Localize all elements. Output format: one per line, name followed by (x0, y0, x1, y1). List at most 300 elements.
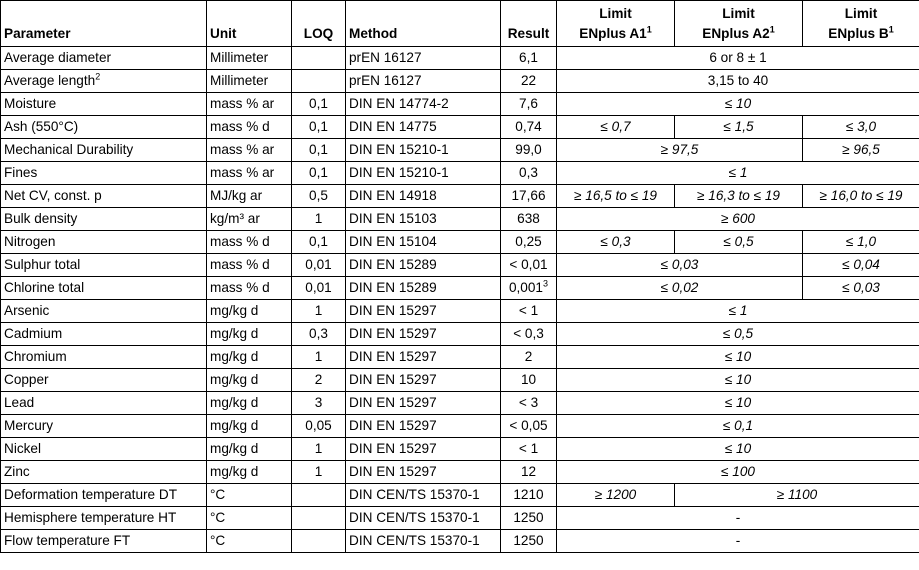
header-parameter: Parameter (1, 1, 207, 47)
header-b-footnote: 1 (888, 24, 894, 35)
cell-result-text: 0,74 (515, 119, 542, 134)
cell-limit (557, 93, 919, 116)
cell-limit-text: ≤ 0,02 (660, 280, 699, 295)
cell-result-text: 1210 (513, 487, 544, 502)
header-b-label: ENplus B (828, 26, 889, 41)
cell-parameter (1, 116, 207, 139)
cell-method-text: prEN 16127 (349, 50, 422, 65)
cell-result (501, 369, 557, 392)
cell-limit (675, 231, 803, 254)
cell-limit (803, 116, 919, 139)
cell-limit-text: ≤ 0,3 (600, 234, 631, 249)
cell-unit (207, 484, 292, 507)
cell-unit-text: mass % ar (210, 165, 275, 180)
table-body (1, 47, 919, 553)
cell-limit (803, 139, 919, 162)
cell-parameter (1, 139, 207, 162)
cell-loq (292, 461, 346, 484)
cell-method-text: DIN EN 15297 (349, 464, 437, 479)
cell-unit-text: °C (210, 533, 226, 548)
cell-unit (207, 93, 292, 116)
cell-unit-text: kg/m³ ar (210, 211, 260, 226)
cell-unit (207, 231, 292, 254)
cell-loq (292, 116, 346, 139)
cell-result-text: 0,3 (519, 165, 538, 180)
cell-unit (207, 162, 292, 185)
cell-limit (557, 231, 675, 254)
cell-method (346, 346, 501, 369)
cell-unit-text: MJ/kg ar (210, 188, 263, 203)
cell-result (501, 70, 557, 93)
cell-parameter (1, 277, 207, 300)
cell-parameter-text: Nitrogen (4, 234, 56, 249)
cell-unit (207, 369, 292, 392)
cell-method-text: DIN EN 14774-2 (349, 96, 449, 111)
header-unit: Unit (207, 1, 292, 47)
cell-result-footnote: 3 (543, 278, 549, 289)
cell-parameter-text: Zinc (4, 464, 30, 479)
table-row (1, 139, 919, 162)
table-row (1, 185, 919, 208)
cell-result (501, 208, 557, 231)
cell-method (346, 139, 501, 162)
cell-result-text: 17,66 (511, 188, 546, 203)
cell-loq-text: 0,1 (309, 96, 328, 111)
cell-parameter (1, 231, 207, 254)
cell-method (346, 484, 501, 507)
cell-loq (292, 300, 346, 323)
cell-unit-text: mass % d (210, 119, 270, 134)
cell-limit-text: ≤ 1,5 (723, 119, 754, 134)
cell-parameter (1, 47, 207, 70)
cell-limit (557, 530, 919, 553)
cell-method (346, 415, 501, 438)
cell-parameter-text: Average diameter (4, 50, 112, 65)
cell-method-text: DIN EN 14918 (349, 188, 437, 203)
cell-limit (675, 484, 919, 507)
cell-parameter-text: Net CV, const. p (4, 188, 102, 203)
cell-unit-text: mg/kg d (210, 464, 259, 479)
cell-limit (557, 254, 803, 277)
table-row (1, 231, 919, 254)
cell-unit (207, 323, 292, 346)
cell-method (346, 208, 501, 231)
cell-result-text: 0,001 (508, 280, 543, 295)
cell-loq-text: 3 (314, 395, 323, 410)
cell-result (501, 484, 557, 507)
table-row (1, 116, 919, 139)
cell-limit (557, 162, 919, 185)
header-limit-a1-word: Limit (599, 6, 632, 21)
cell-method-text: DIN EN 15210-1 (349, 165, 449, 180)
header-row (1, 1, 919, 47)
cell-unit-text: mg/kg d (210, 372, 259, 387)
cell-method-text: DIN EN 15297 (349, 349, 437, 364)
cell-method (346, 162, 501, 185)
cell-parameter (1, 208, 207, 231)
cell-limit (557, 277, 803, 300)
cell-method-text: DIN EN 15210-1 (349, 142, 449, 157)
cell-method-text: DIN CEN/TS 15370-1 (349, 533, 480, 548)
cell-limit-text: ≥ 1100 (776, 487, 818, 502)
header-a2-label: ENplus A2 (702, 26, 770, 41)
cell-result (501, 139, 557, 162)
cell-limit-text: ≥ 16,0 to ≤ 19 (819, 188, 903, 203)
cell-method (346, 47, 501, 70)
cell-unit (207, 277, 292, 300)
cell-parameter (1, 323, 207, 346)
cell-method-text: DIN EN 15289 (349, 280, 437, 295)
cell-result (501, 415, 557, 438)
cell-result-text: 1250 (513, 510, 544, 525)
cell-loq (292, 93, 346, 116)
cell-parameter-text: Flow temperature FT (4, 533, 131, 548)
cell-result-text: < 3 (518, 395, 539, 410)
cell-method (346, 254, 501, 277)
cell-loq-text: 0,01 (305, 257, 332, 272)
cell-result (501, 162, 557, 185)
cell-limit-text: ≤ 0,03 (660, 257, 699, 272)
cell-parameter (1, 254, 207, 277)
cell-method (346, 369, 501, 392)
header-method: Method (346, 1, 501, 47)
cell-loq-text: 1 (314, 211, 323, 226)
cell-unit (207, 185, 292, 208)
header-limit-b-word: Limit (844, 6, 878, 21)
cell-result-text: 1250 (513, 533, 544, 548)
cell-method (346, 70, 501, 93)
cell-method-text: DIN CEN/TS 15370-1 (349, 510, 480, 525)
header-a2-footnote: 1 (769, 24, 775, 35)
cell-loq (292, 139, 346, 162)
cell-limit (803, 231, 919, 254)
cell-limit (557, 70, 919, 93)
cell-unit-text: mg/kg d (210, 395, 259, 410)
cell-unit (207, 300, 292, 323)
cell-limit-text: ≤ 10 (724, 441, 752, 456)
cell-unit-text: mg/kg d (210, 326, 259, 341)
cell-method (346, 392, 501, 415)
cell-result (501, 461, 557, 484)
cell-loq (292, 484, 346, 507)
cell-unit-text: mg/kg d (210, 418, 259, 433)
cell-unit-text: mg/kg d (210, 303, 259, 318)
cell-method (346, 93, 501, 116)
cell-unit-text: Millimeter (210, 50, 269, 65)
cell-loq-text: 0,1 (309, 119, 328, 134)
cell-method-text: prEN 16127 (349, 73, 422, 88)
cell-result (501, 438, 557, 461)
cell-result (501, 185, 557, 208)
cell-limit-text: ≥ 16,5 to ≤ 19 (574, 188, 657, 203)
cell-method (346, 507, 501, 530)
cell-result (501, 323, 557, 346)
cell-limit (557, 323, 919, 346)
cell-parameter (1, 392, 207, 415)
cell-unit (207, 254, 292, 277)
cell-limit-text: ≤ 0,7 (600, 119, 631, 134)
cell-result (501, 47, 557, 70)
cell-limit-text: ≥ 1200 (594, 487, 637, 502)
cell-limit-text: ≥ 600 (721, 211, 755, 226)
cell-loq-text: 0,5 (309, 188, 328, 203)
cell-loq-text: 1 (314, 464, 323, 479)
cell-parameter-footnote: 2 (95, 71, 101, 82)
cell-parameter (1, 162, 207, 185)
cell-result-text: < 1 (518, 303, 539, 318)
cell-result (501, 346, 557, 369)
cell-loq (292, 47, 346, 70)
cell-limit-text: ≤ 1,0 (845, 234, 877, 249)
cell-loq (292, 185, 346, 208)
cell-result-text: 0,25 (515, 234, 542, 249)
cell-result-text: 22 (520, 73, 537, 88)
cell-result-text: 6,1 (519, 50, 538, 65)
cell-parameter-text: Bulk density (4, 211, 78, 226)
cell-limit (557, 300, 919, 323)
cell-parameter-text: Mercury (4, 418, 54, 433)
cell-limit (557, 47, 919, 70)
cell-limit-text: ≤ 100 (721, 464, 755, 479)
cell-parameter (1, 300, 207, 323)
cell-limit-text: ≤ 1 (728, 303, 748, 318)
table-row (1, 254, 919, 277)
cell-result-text: 7,6 (519, 96, 538, 111)
cell-limit-text: ≤ 0,1 (722, 418, 754, 433)
cell-limit-text: ≥ 16,3 to ≤ 19 (697, 188, 780, 203)
cell-loq (292, 70, 346, 93)
cell-unit-text: mg/kg d (210, 441, 259, 456)
cell-limit (803, 185, 919, 208)
cell-unit-text: mass % ar (210, 142, 275, 157)
cell-unit-text: mass % d (210, 234, 270, 249)
cell-unit (207, 116, 292, 139)
cell-limit-text: ≤ 10 (724, 372, 752, 387)
cell-loq (292, 530, 346, 553)
cell-limit (557, 116, 675, 139)
cell-loq-text: 0,1 (309, 142, 328, 157)
cell-loq (292, 392, 346, 415)
cell-loq (292, 507, 346, 530)
cell-limit (557, 461, 919, 484)
cell-parameter (1, 369, 207, 392)
cell-unit (207, 461, 292, 484)
table-row (1, 484, 919, 507)
header-limit-a2-word: Limit (722, 6, 755, 21)
cell-method (346, 461, 501, 484)
cell-limit-text: ≥ 97,5 (660, 142, 699, 157)
table-row (1, 438, 919, 461)
cell-parameter (1, 530, 207, 553)
cell-method (346, 438, 501, 461)
cell-result (501, 300, 557, 323)
cell-loq (292, 254, 346, 277)
cell-method (346, 300, 501, 323)
cell-loq-text: 0,1 (309, 234, 328, 249)
cell-loq-text: 0,01 (305, 280, 332, 295)
header-limit-b (803, 1, 919, 47)
header-loq: LOQ (292, 1, 346, 47)
cell-unit (207, 139, 292, 162)
cell-limit-text: ≤ 0,5 (722, 326, 754, 341)
cell-limit-text: ≤ 0,5 (723, 234, 754, 249)
cell-method (346, 116, 501, 139)
cell-unit (207, 70, 292, 93)
cell-parameter-text: Lead (4, 395, 35, 410)
cell-limit-text: ≤ 10 (724, 349, 752, 364)
cell-loq (292, 323, 346, 346)
cell-limit (675, 116, 803, 139)
cell-limit (675, 185, 803, 208)
cell-result (501, 507, 557, 530)
cell-method-text: DIN CEN/TS 15370-1 (349, 487, 480, 502)
cell-parameter (1, 415, 207, 438)
cell-loq (292, 277, 346, 300)
cell-unit-text: °C (210, 487, 226, 502)
cell-method-text: DIN EN 15297 (349, 372, 437, 387)
cell-limit (557, 208, 919, 231)
table-row (1, 530, 919, 553)
cell-parameter-text: Chlorine total (4, 280, 85, 295)
cell-loq (292, 162, 346, 185)
table-row (1, 277, 919, 300)
cell-parameter-text: Fines (4, 165, 38, 180)
cell-result-text: < 0,01 (509, 257, 548, 272)
cell-limit-text: ≤ 1 (728, 165, 748, 180)
table-row (1, 346, 919, 369)
cell-result (501, 116, 557, 139)
cell-loq-text: 1 (314, 303, 323, 318)
cell-method-text: DIN EN 15104 (349, 234, 437, 249)
cell-method-text: DIN EN 15297 (349, 326, 437, 341)
cell-parameter (1, 93, 207, 116)
cell-result-text: < 0,3 (513, 326, 544, 341)
cell-parameter (1, 484, 207, 507)
cell-parameter-text: Sulphur total (4, 257, 81, 272)
cell-method (346, 530, 501, 553)
header-a1-footnote: 1 (646, 24, 652, 35)
cell-method-text: DIN EN 15297 (349, 441, 437, 456)
cell-method-text: DIN EN 15289 (349, 257, 437, 272)
cell-limit (557, 392, 919, 415)
cell-limit (803, 254, 919, 277)
cell-unit-text: mass % d (210, 280, 270, 295)
cell-result (501, 93, 557, 116)
cell-parameter-text: Deformation temperature DT (4, 487, 178, 502)
cell-limit (557, 185, 675, 208)
table-row (1, 392, 919, 415)
cell-limit-text: - (735, 510, 741, 525)
table-row (1, 369, 919, 392)
cell-parameter-text: Hemisphere temperature HT (4, 510, 177, 525)
cell-method (346, 231, 501, 254)
cell-result-text: 99,0 (515, 142, 542, 157)
cell-unit-text: mass % d (210, 257, 270, 272)
cell-unit-text: °C (210, 510, 226, 525)
cell-parameter (1, 461, 207, 484)
cell-unit-text: Millimeter (210, 73, 269, 88)
cell-loq (292, 438, 346, 461)
cell-loq-text: 1 (314, 441, 323, 456)
cell-result (501, 231, 557, 254)
cell-loq (292, 415, 346, 438)
cell-method (346, 277, 501, 300)
cell-unit (207, 47, 292, 70)
cell-limit (557, 139, 803, 162)
cell-parameter-text: Arsenic (4, 303, 50, 318)
cell-loq-text: 2 (314, 372, 323, 387)
cell-loq (292, 369, 346, 392)
cell-parameter-text: Moisture (4, 96, 57, 111)
cell-limit-text: 6 or 8 ± 1 (709, 50, 767, 65)
cell-parameter-text: Chromium (4, 349, 67, 364)
cell-unit-text: mg/kg d (210, 349, 259, 364)
cell-limit (557, 484, 675, 507)
cell-result (501, 277, 557, 300)
cell-unit (207, 208, 292, 231)
cell-limit (557, 507, 919, 530)
cell-method-text: DIN EN 14775 (349, 119, 437, 134)
cell-unit (207, 415, 292, 438)
cell-limit (557, 415, 919, 438)
cell-limit-text: ≤ 10 (724, 395, 752, 410)
cell-loq (292, 208, 346, 231)
cell-unit (207, 530, 292, 553)
cell-limit-text: ≥ 96,5 (842, 142, 880, 157)
cell-result-text: 10 (520, 372, 537, 387)
cell-limit-text: ≤ 0,03 (842, 280, 880, 295)
cell-loq (292, 346, 346, 369)
cell-parameter (1, 70, 207, 93)
cell-loq-text: 0,3 (309, 326, 328, 341)
cell-result-text: 2 (524, 349, 533, 364)
cell-method (346, 185, 501, 208)
header-a1-label: ENplus A1 (579, 26, 647, 41)
cell-result (501, 254, 557, 277)
cell-limit (557, 369, 919, 392)
cell-limit-text: ≤ 0,04 (842, 257, 880, 272)
table-row (1, 162, 919, 185)
cell-result-text: 12 (520, 464, 537, 479)
cell-parameter-text: Mechanical Durability (4, 142, 134, 157)
cell-loq-text: 0,1 (309, 165, 328, 180)
cell-loq-text: 1 (314, 349, 323, 364)
cell-parameter (1, 438, 207, 461)
cell-limit (557, 346, 919, 369)
cell-method-text: DIN EN 15103 (349, 211, 437, 226)
cell-parameter (1, 185, 207, 208)
cell-parameter (1, 507, 207, 530)
cell-method (346, 323, 501, 346)
table-row (1, 70, 919, 93)
cell-method-text: DIN EN 15297 (349, 418, 437, 433)
table-row (1, 300, 919, 323)
header-limit-a1 (557, 1, 675, 47)
cell-limit-text: 3,15 to 40 (707, 73, 769, 88)
table-row (1, 507, 919, 530)
cell-method-text: DIN EN 15297 (349, 395, 437, 410)
cell-unit (207, 346, 292, 369)
cell-parameter-text: Average length (4, 73, 96, 88)
cell-limit (557, 438, 919, 461)
cell-unit (207, 438, 292, 461)
table-row (1, 415, 919, 438)
cell-loq (292, 231, 346, 254)
table-row (1, 461, 919, 484)
cell-parameter-text: Nickel (4, 441, 42, 456)
cell-unit (207, 392, 292, 415)
cell-loq-text: 0,05 (305, 418, 332, 433)
